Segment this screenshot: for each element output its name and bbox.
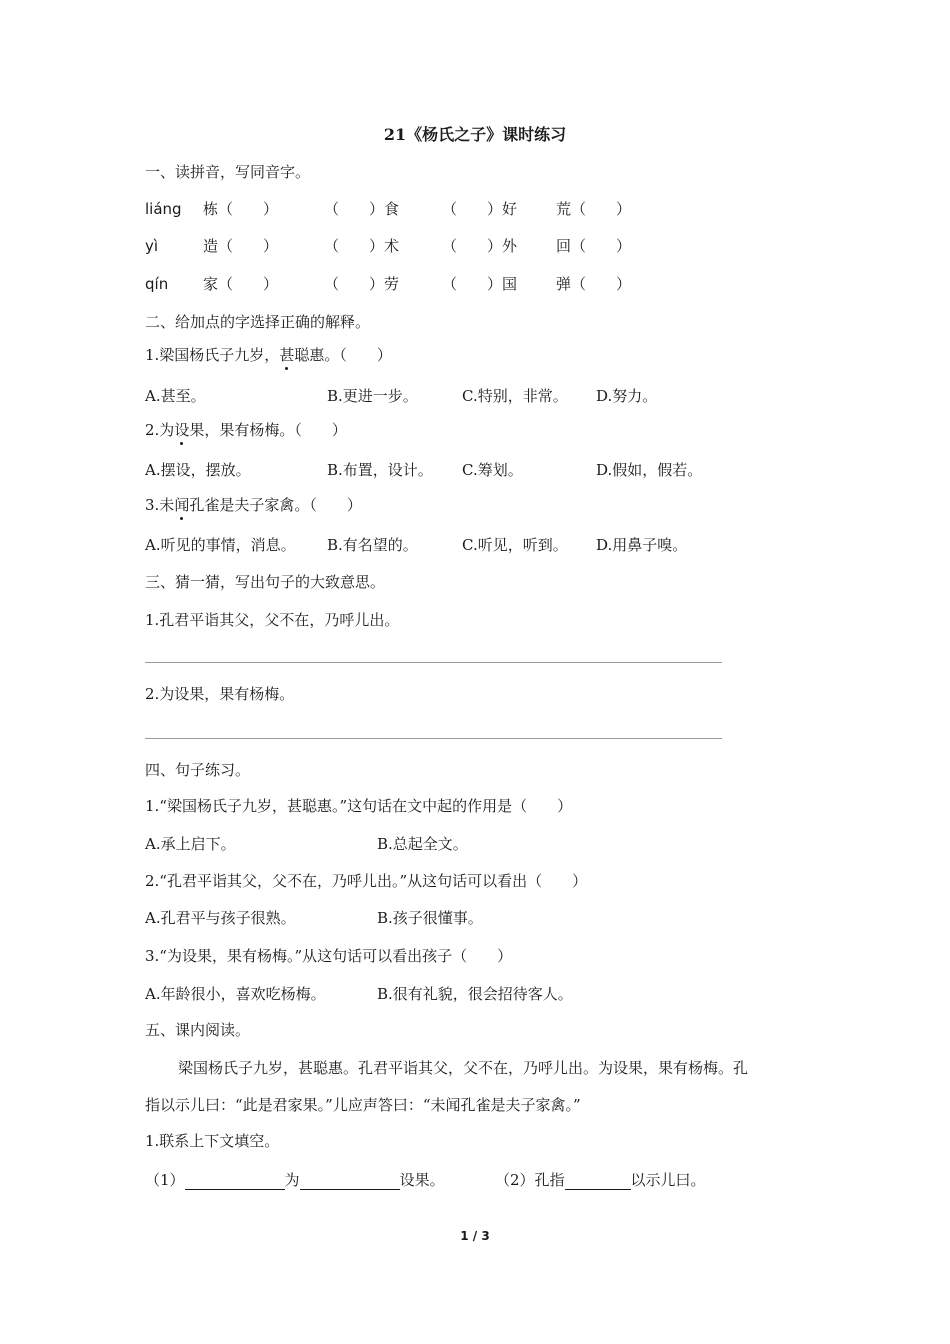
dotted-char: 闻 xyxy=(174,496,190,514)
option: A.听见的事情，消息。 xyxy=(145,536,296,554)
pinyin-item: 家（ ） xyxy=(203,275,279,293)
dotted-char: 甚 xyxy=(279,346,295,364)
fill-in-line xyxy=(495,1170,706,1190)
pinyin-item: （ ）国 xyxy=(442,275,518,293)
fill-text: 为 xyxy=(284,1171,300,1189)
question-text: 果，果有杨梅。（ ） xyxy=(189,421,347,439)
option: D.努力。 xyxy=(596,387,658,405)
option: B.很有礼貌，很会招待客人。 xyxy=(377,985,573,1003)
option: C.听见，听到。 xyxy=(462,536,568,554)
question-3-1: 1.孔君平诣其父，父不在，乃呼儿出。 xyxy=(145,611,400,629)
blank-field[interactable] xyxy=(185,1173,285,1190)
option: D.用鼻子嗅。 xyxy=(596,536,688,554)
pinyin-label: liáng xyxy=(145,200,182,218)
section4-heading: 四、句子练习。 xyxy=(145,761,251,779)
pinyin-item: （ ）好 xyxy=(442,200,518,218)
blank-field[interactable] xyxy=(565,1173,631,1190)
option: A.孔君平与孩子很熟。 xyxy=(145,909,296,927)
option: B.有名望的。 xyxy=(327,536,418,554)
pinyin-item: （ ）术 xyxy=(324,237,400,255)
question-4-1: 1.“梁国杨氏子九岁，甚聪惠。”这句话在文中起的作用是（ ） xyxy=(145,797,573,815)
section2-heading: 二、给加点的字选择正确的解释。 xyxy=(145,313,371,331)
pinyin-item: 弹（ ） xyxy=(556,275,632,293)
option: B.孩子很懂事。 xyxy=(377,909,483,927)
answer-line xyxy=(145,738,722,739)
question-text: 孔雀是夫子家禽。（ ） xyxy=(189,496,362,514)
option: A.甚至。 xyxy=(145,387,206,405)
question-5-1: 1.联系上下文填空。 xyxy=(145,1132,280,1150)
question-3-2: 2.为设果，果有杨梅。 xyxy=(145,685,295,703)
question-text: 2.为 xyxy=(145,421,175,439)
blank-field[interactable] xyxy=(300,1173,400,1190)
pinyin-item: （ ）劳 xyxy=(324,275,400,293)
option: B.更进一步。 xyxy=(327,387,418,405)
fill-text: 设果。 xyxy=(399,1171,445,1189)
dotted-char: 设 xyxy=(174,421,190,439)
question-text: 1.梁国杨氏子九岁， xyxy=(145,346,280,364)
fill-label: （1） xyxy=(145,1171,185,1189)
question-4-2: 2.“孔君平诣其父，父不在，乃呼儿出。”从这句话可以看出（ ） xyxy=(145,872,588,890)
page-title: 21《杨氏之子》课时练习 xyxy=(383,125,567,144)
pinyin-item: 栋（ ） xyxy=(203,200,279,218)
fill-in-line xyxy=(145,1170,445,1190)
pinyin-item: （ ）外 xyxy=(442,237,518,255)
option: B.布置，设计。 xyxy=(327,461,433,479)
section1-heading: 一、读拼音，写同音字。 xyxy=(145,163,311,181)
pinyin-item: 荒（ ） xyxy=(556,200,632,218)
pinyin-label: yì xyxy=(145,237,159,255)
pinyin-item: （ ）食 xyxy=(324,200,400,218)
question-text: 聪惠。（ ） xyxy=(294,346,392,364)
passage-line: 梁国杨氏子九岁，甚聪惠。孔君平诣其父，父不在，乃呼儿出。为设果，果有杨梅。孔 xyxy=(178,1059,749,1077)
fill-text: 以示儿曰。 xyxy=(630,1171,706,1189)
option: A.年龄很小，喜欢吃杨梅。 xyxy=(145,985,326,1003)
option: A.摆设，摆放。 xyxy=(145,461,251,479)
answer-line xyxy=(145,662,722,663)
question-2-1 xyxy=(145,345,392,365)
page-number: 1 / 3 xyxy=(460,1229,490,1243)
section3-heading: 三、猜一猜，写出句子的大致意思。 xyxy=(145,573,386,591)
option: A.承上启下。 xyxy=(145,835,236,853)
question-2-2 xyxy=(145,420,347,440)
pinyin-item: 造（ ） xyxy=(203,237,279,255)
option: C.筹划。 xyxy=(462,461,523,479)
question-4-3: 3.“为设果，果有杨梅。”从这句话可以看出孩子（ ） xyxy=(145,947,513,965)
option: C.特别，非常。 xyxy=(462,387,568,405)
option: B.总起全文。 xyxy=(377,835,468,853)
pinyin-item: 回（ ） xyxy=(556,237,632,255)
pinyin-label: qín xyxy=(145,275,169,293)
fill-label: （2）孔指 xyxy=(495,1171,565,1189)
section5-heading: 五、课内阅读。 xyxy=(145,1021,251,1039)
question-2-3 xyxy=(145,495,362,515)
option: D.假如，假若。 xyxy=(596,461,703,479)
passage-line: 指以示儿曰：“此是君家果。”儿应声答曰：“未闻孔雀是夫子家禽。” xyxy=(145,1096,581,1114)
question-text: 3.未 xyxy=(145,496,175,514)
